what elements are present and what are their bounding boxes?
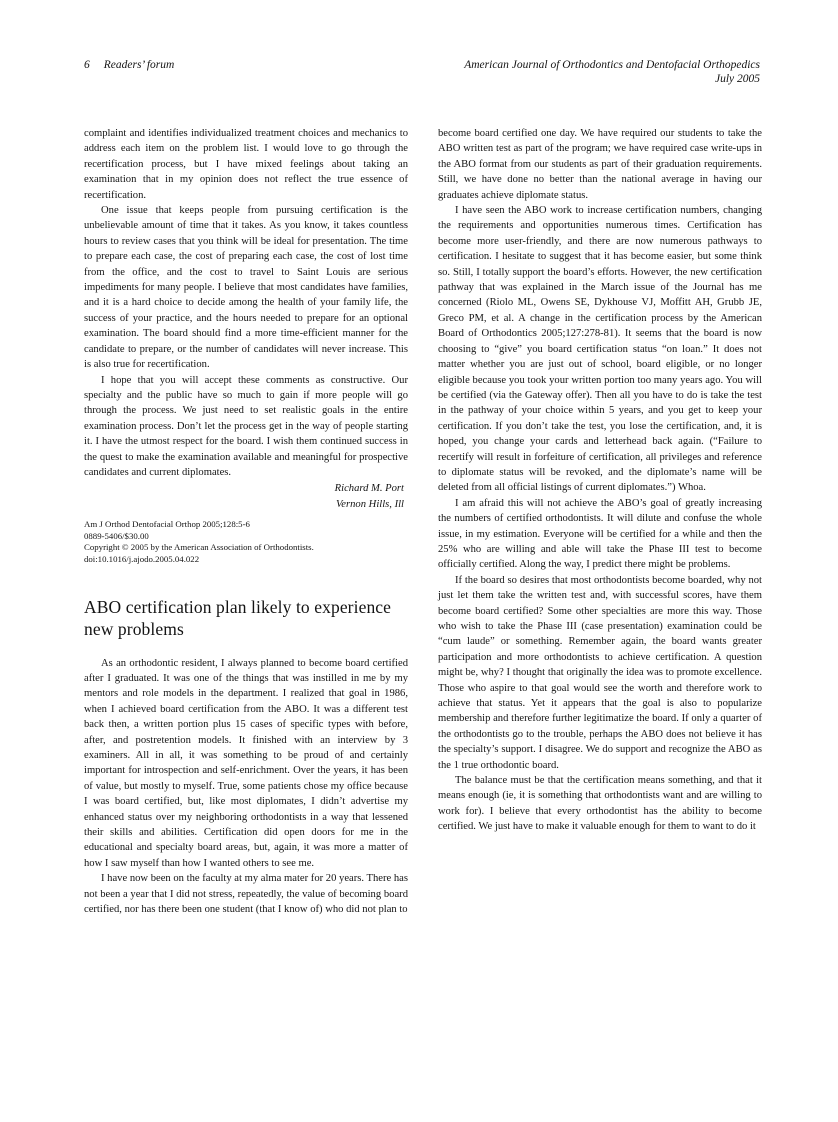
citation-line: Am J Orthod Dentofacial Orthop 2005;128:5-6 xyxy=(84,519,250,530)
section-title: Readers’ forum xyxy=(103,59,175,71)
article-title: ABO certification plan likely to experience new problems xyxy=(84,596,392,640)
citation-block xyxy=(84,519,408,565)
letter2-body xyxy=(84,656,408,918)
paragraph: complaint and identifies individualized treatment choices and mechanics to address each item on the problem list. I would love to go through the recertification process, but I have mixed feelings about taking an examination that in my opinion does not reflect the true essence of recertification. xyxy=(84,128,408,201)
author-name: Richard M. Port xyxy=(334,483,404,495)
left-column xyxy=(84,126,408,917)
two-column-layout xyxy=(84,126,760,917)
letter2-body-continued xyxy=(438,126,762,835)
citation-line: doi:10.1016/j.ajodo.2005.04.022 xyxy=(84,553,200,564)
paragraph: If the board so desires that most orthodontists become boarded, why not just let them take the written test and, with successful scores, have them become board certified? Some other specialties are more this way. Those who wish to take the Phase III (case presentation) examination could be “cum laude” or something. Remember again, the board wants greater participation and more orthodontists to achieve certification. A question might be, why? I thought that originally the idea was to promote excellence. Those who aspire to that goal would see the worth and therefore work to achieve that status. Yet it appears that the goal is also to popularize membership and therefore further legitimatize the board. If only a quarter of the orthodontists go to the trouble, perhaps the ABO does not believe it has the specialty’s support. I disagree. We do support and recognize the ABO as the 1 true orthodontic board. xyxy=(438,574,762,771)
author-location: Vernon Hills, Ill xyxy=(336,498,404,510)
right-column xyxy=(438,126,762,917)
paragraph: The balance must be that the certification means something, and that it means enough (ie, it is something that orthodontists want and are willing to work for). I believe that every orthodontist has the ability to become certified. We just have to make it valuable enough for them to want to do it xyxy=(438,775,762,833)
paragraph: become board certified one day. We have required our students to take the ABO written test as part of the program; we have required case write-ups in the ABO format from our students as part of their graduation requirements. Still, we have done no better than the national average in having our graduates achieve diplomate status. xyxy=(438,128,762,201)
running-head-right xyxy=(464,58,760,86)
paragraph: One issue that keeps people from pursuing certification is the unbelievable amount of time that it takes. As you know, it takes countless hours to review cases that you think will be ideal for presentation. The time to prepare each case, the cost of preparing each case, the cost of lost time from the office, and the cost to travel to Saint Louis are serious impediments for many people. I believe that most candidates have families, and it is a hard choice to decide among the health of your family life, the success of your practice, and the hours needed to prepare for an optional examination. The board should find a more time-efficient manner for the candidate to prepare, or the number of candidates will never increase. This is also true for recertification. xyxy=(84,205,408,371)
paragraph: I have now been on the faculty at my alma mater for 20 years. There has not been a year that I did not stress, repeatedly, the value of becoming board certified, nor has there been one student (that I know of) who did not plan to xyxy=(84,873,408,916)
citation-line: 0889-5406/$30.00 xyxy=(84,530,149,541)
paragraph: I have seen the ABO work to increase certification numbers, changing the requirements and opportunities numerous times. Certification has become more user-friendly, and there are now numerous pathways to certification. I hesitate to suggest that it has become easier, but some think so. Still, I totally support the board’s efforts. However, the new certification pathway that was explained in the March issue of the Journal has me concerned (Riolo ML, Owens SE, Dykhouse VJ, Moffitt AH, Grubb JE, Greco PM, et al. A change in the certification process by the American Board of Orthodontics 2005;127:278-81). It seems that the board is now choosing to “give” you board certification status “on loan.” It does not matter whether you are just out of school, board eligible, or no longer eligible because you took your written portion too many years ago. You will be certified (via the Gateway offer). Then all you have to do is take the test in the pathway of your choice within 5 years, and you get to keep your certification. If you don’t take the test, you lose the certification, and, it is hoped, you change your cards and letterhead back again. (“Failure to recertify will result in forfeiture of certification, all privileges and reference to diplomate status will be revoked, and the diplomate’s name will be deleted from all official listings of current diplomates.”) Whoa. xyxy=(438,205,762,494)
signature-block xyxy=(84,481,408,512)
paragraph: I am afraid this will not achieve the ABO’s goal of greatly increasing the numbers of certified orthodontists. It will dilute and confuse the whole issue, in my estimation. Everyone will be certified for a while and then the 25% who are willing and able will take the Phase III test to become officially certified. Along the way, I predict there might be problems. xyxy=(438,497,762,571)
citation-line: Copyright © 2005 by the American Association of Orthodontists. xyxy=(84,542,314,553)
page-header xyxy=(84,58,760,86)
issue-date: July 2005 xyxy=(714,73,760,85)
running-head-left xyxy=(84,58,174,72)
journal-title: American Journal of Orthodontics and Dentofacial Orthopedics xyxy=(464,59,760,71)
letter1-body xyxy=(84,126,408,480)
paragraph: I hope that you will accept these comments as constructive. Our specialty and the public have so much to gain if more people will go through the process. We just need to set realistic goals in the entire examination process. Don’t let the process get in the way of people starting it. I have the utmost respect for the board. I wish them continued success in the quest to make the examination available and meaningful for prospective candidates and current diplomates. xyxy=(84,374,408,478)
paragraph: As an orthodontic resident, I always planned to become board certified after I graduated. It was one of the things that was instilled in me by my mentors and role models in the department. I realized that goal in 1986, when I achieved board certification from the ABO. It was a different test back then, a written portion plus 15 cases of specific types with before, after, and postretention models. It finished with an interview by 3 examiners. All in all, it was something to be proud of and certainly important for introspection and self-enrichment. Over the years, it has been of value, but mostly to myself. True, some patients chose my office because I was board certified, but, like most diplomates, I didn’t advertise my enhanced status over my neighboring orthodontists in a way that lessened their skills and abilities. Certification did open doors for me in the educational and specialty board areas, but, again, it was more a matter of how I saw myself than how I wanted others to see me. xyxy=(84,657,408,869)
page-number: 6 xyxy=(84,59,90,71)
